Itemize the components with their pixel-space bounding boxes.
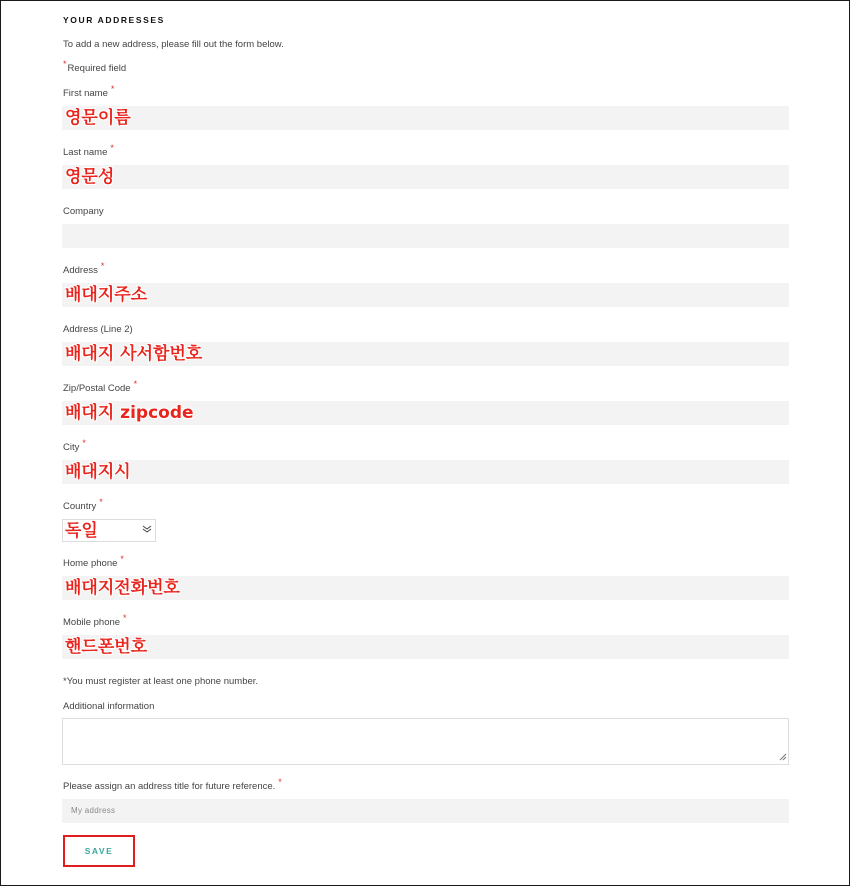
last-name-field[interactable] <box>62 165 789 189</box>
city-field[interactable] <box>62 460 789 484</box>
mobile-phone-field[interactable] <box>62 635 789 659</box>
mobile-phone-value: 핸드폰번호 <box>65 637 148 657</box>
zip-field[interactable] <box>62 401 789 425</box>
last-name-value: 영문성 <box>65 167 115 187</box>
alias-placeholder: My address <box>71 806 116 815</box>
phone-note: *You must register at least one phone number. <box>63 676 259 687</box>
home-phone-field[interactable] <box>62 576 789 600</box>
company-label: Company <box>63 206 104 217</box>
first-name-label: First name * <box>63 84 115 99</box>
address-field[interactable] <box>62 283 789 307</box>
mobile-phone-label: Mobile phone * <box>63 613 127 628</box>
required-field-text: Required field <box>67 63 127 74</box>
country-select[interactable] <box>62 519 156 542</box>
address2-field[interactable] <box>62 342 789 366</box>
address2-value: 배대지 사서함번호 <box>65 344 203 364</box>
alias-label: Please assign an address title for future reference. * <box>63 777 282 792</box>
zip-value: 배대지 zipcode <box>65 403 194 423</box>
resize-grip-icon[interactable] <box>779 753 787 763</box>
city-value: 배대지시 <box>65 462 131 482</box>
additional-info-textarea[interactable] <box>62 718 789 765</box>
save-button[interactable]: SAVE <box>63 835 135 867</box>
company-field[interactable] <box>62 224 789 248</box>
country-label: Country * <box>63 497 103 512</box>
required-field-note <box>63 59 127 74</box>
home-phone-label: Home phone * <box>63 554 124 569</box>
zip-label: Zip/Postal Code * <box>63 379 138 394</box>
city-label: City * <box>63 438 86 453</box>
first-name-field[interactable] <box>62 106 789 130</box>
address-label: Address * <box>63 261 105 276</box>
home-phone-value: 배대지전화번호 <box>65 578 180 598</box>
alias-field[interactable] <box>62 799 789 823</box>
first-name-value: 영문이름 <box>65 108 131 128</box>
country-value: 독일 <box>65 521 98 541</box>
address-value: 배대지주소 <box>65 285 148 305</box>
additional-info-label: Additional information <box>63 701 155 712</box>
page-title: YOUR ADDRESSES <box>63 15 165 25</box>
chevron-down-icon <box>142 524 152 536</box>
intro-text: To add a new address, please fill out the form below. <box>63 39 284 50</box>
last-name-label: Last name * <box>63 143 114 158</box>
address2-label: Address (Line 2) <box>63 324 133 335</box>
required-marker: * <box>63 59 67 69</box>
